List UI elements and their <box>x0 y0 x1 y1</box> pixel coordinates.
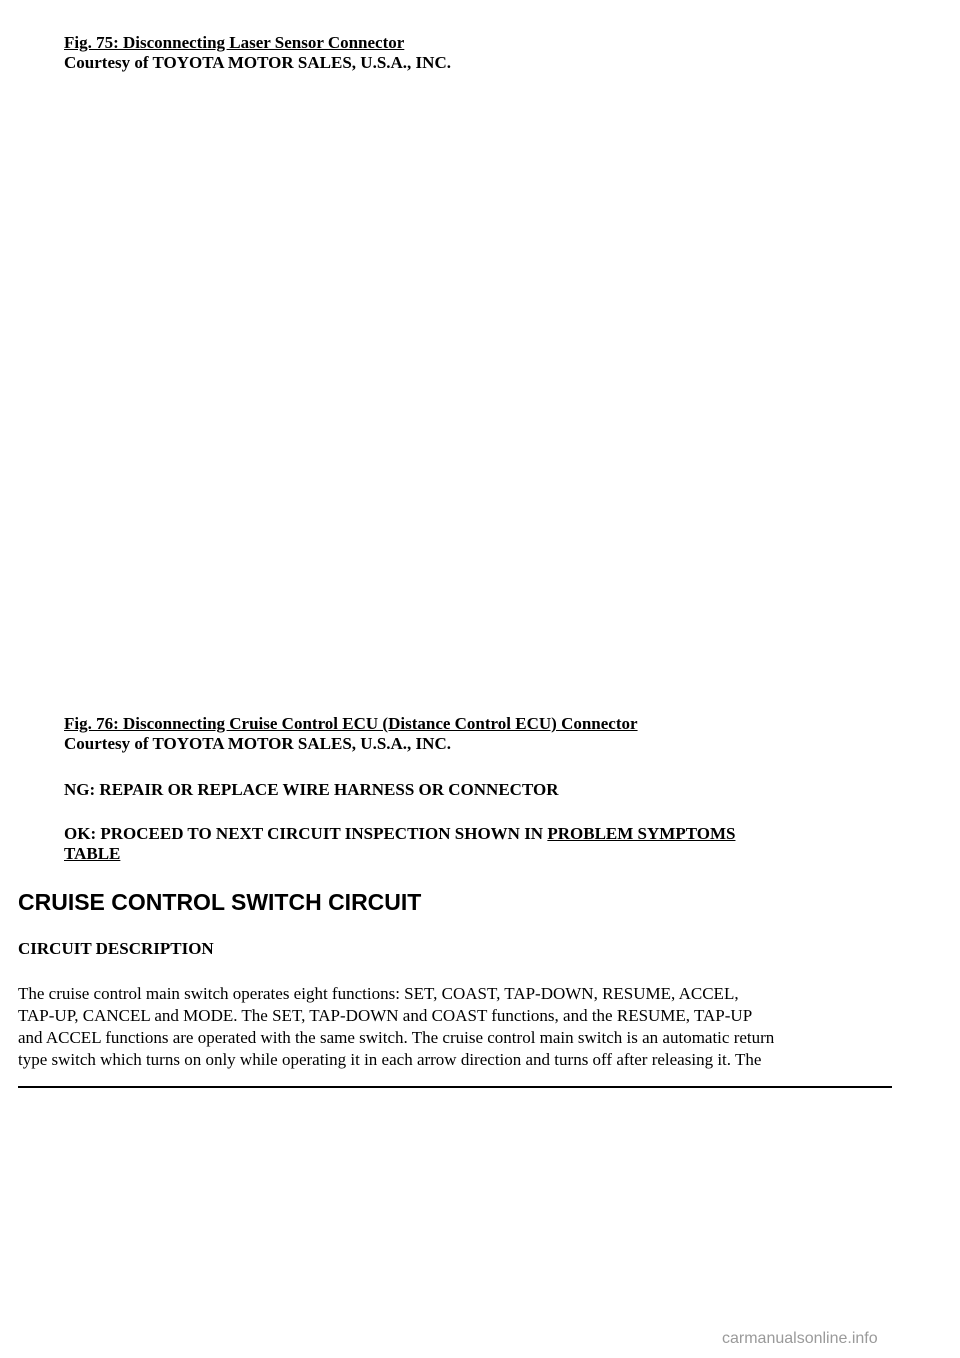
site-watermark: carmanualsonline.info <box>722 1330 878 1347</box>
fig-76-caption <box>64 714 638 754</box>
ng-result: NG: REPAIR OR REPLACE WIRE HARNESS OR CONNECTOR <box>64 780 559 799</box>
description-line-2: TAP-UP, CANCEL and MODE. The SET, TAP-DOWN and COAST functions, and the RESUME, TAP-UP <box>18 1006 753 1025</box>
page-divider <box>18 1086 892 1088</box>
description-line-4: type switch which turns on only while operating it in each arrow direction and turns off after releasing it. The <box>18 1050 762 1069</box>
fig-75-title-link[interactable]: Fig. 75: Disconnecting Laser Sensor Connector <box>64 33 405 52</box>
circuit-description-heading: CIRCUIT DESCRIPTION <box>18 939 214 958</box>
problem-symptoms-link-1[interactable]: PROBLEM SYMPTOMS <box>547 824 736 843</box>
ok-result <box>64 824 735 864</box>
description-line-1: The cruise control main switch operates eight functions: SET, COAST, TAP-DOWN, RESUME, ACCEL, <box>18 984 739 1003</box>
fig-76-courtesy: Courtesy of TOYOTA MOTOR SALES, U.S.A., INC. <box>64 734 451 753</box>
description-line-3: and ACCEL functions are operated with the same switch. The cruise control main switch is an automatic return <box>18 1028 775 1047</box>
section-heading: CRUISE CONTROL SWITCH CIRCUIT <box>18 889 422 915</box>
fig-75-caption <box>64 33 451 73</box>
fig-75-courtesy: Courtesy of TOYOTA MOTOR SALES, U.S.A., INC. <box>64 53 451 72</box>
problem-symptoms-link-2[interactable]: TABLE <box>64 844 121 863</box>
fig-76-title-link[interactable]: Fig. 76: Disconnecting Cruise Control ECU (Distance Control ECU) Connector <box>64 714 638 733</box>
circuit-description-text <box>18 983 918 1071</box>
ok-prefix: OK: PROCEED TO NEXT CIRCUIT INSPECTION SHOWN IN <box>64 824 548 843</box>
